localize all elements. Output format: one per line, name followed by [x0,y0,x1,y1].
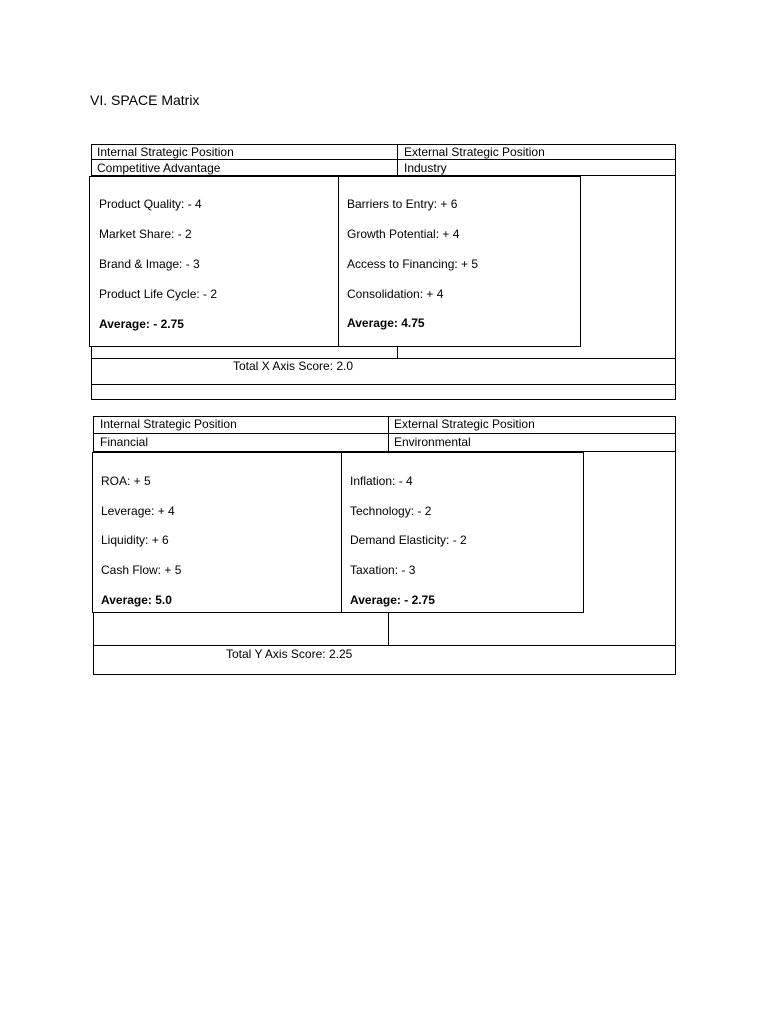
table2-right-item: Demand Elasticity: - 2 [350,533,467,547]
table2-right-average: Average: - 2.75 [350,593,435,607]
table1-total-score: Total X Axis Score: 2.0 [233,359,354,373]
table1-left-item: Product Life Cycle: - 2 [99,287,218,301]
table2-left-average: Average: 5.0 [101,593,172,607]
table1-left-average: Average: - 2.75 [99,317,184,331]
table1-left-subheader: Competitive Advantage [97,161,221,175]
table1-right-item: Access to Financing: + 5 [347,257,479,271]
table1-left-item: Brand & Image: - 3 [99,257,200,271]
table2-left-item: ROA: + 5 [101,474,151,488]
table2-right-subheader: Environmental [394,435,471,449]
table2-left-item: Leverage: + 4 [101,504,175,518]
table1-left-header: Internal Strategic Position [97,145,234,159]
table2-left-item: Liquidity: + 6 [101,533,169,547]
table1-right-item: Growth Potential: + 4 [347,227,460,241]
table2-right-header: External Strategic Position [394,417,535,431]
table2-left-item: Cash Flow: + 5 [101,563,182,577]
table2-right-item: Inflation: - 4 [350,474,413,488]
table1-left-item: Market Share: - 2 [99,227,192,241]
page-title: VI. SPACE Matrix [90,92,200,108]
table1-right-item: Consolidation: + 4 [347,287,444,301]
table2-right-item: Technology: - 2 [350,504,432,518]
table1-right-subheader: Industry [404,161,447,175]
table2-right-item: Taxation: - 3 [350,563,416,577]
table1-right-header: External Strategic Position [404,145,545,159]
table1-right-item: Barriers to Entry: + 6 [347,197,458,211]
table1-left-item: Product Quality: - 4 [99,197,202,211]
table2-left-header: Internal Strategic Position [100,417,237,431]
table2-total-score: Total Y Axis Score: 2.25 [226,647,353,661]
table2-left-subheader: Financial [100,435,149,449]
table1-right-average: Average: 4.75 [347,316,425,330]
